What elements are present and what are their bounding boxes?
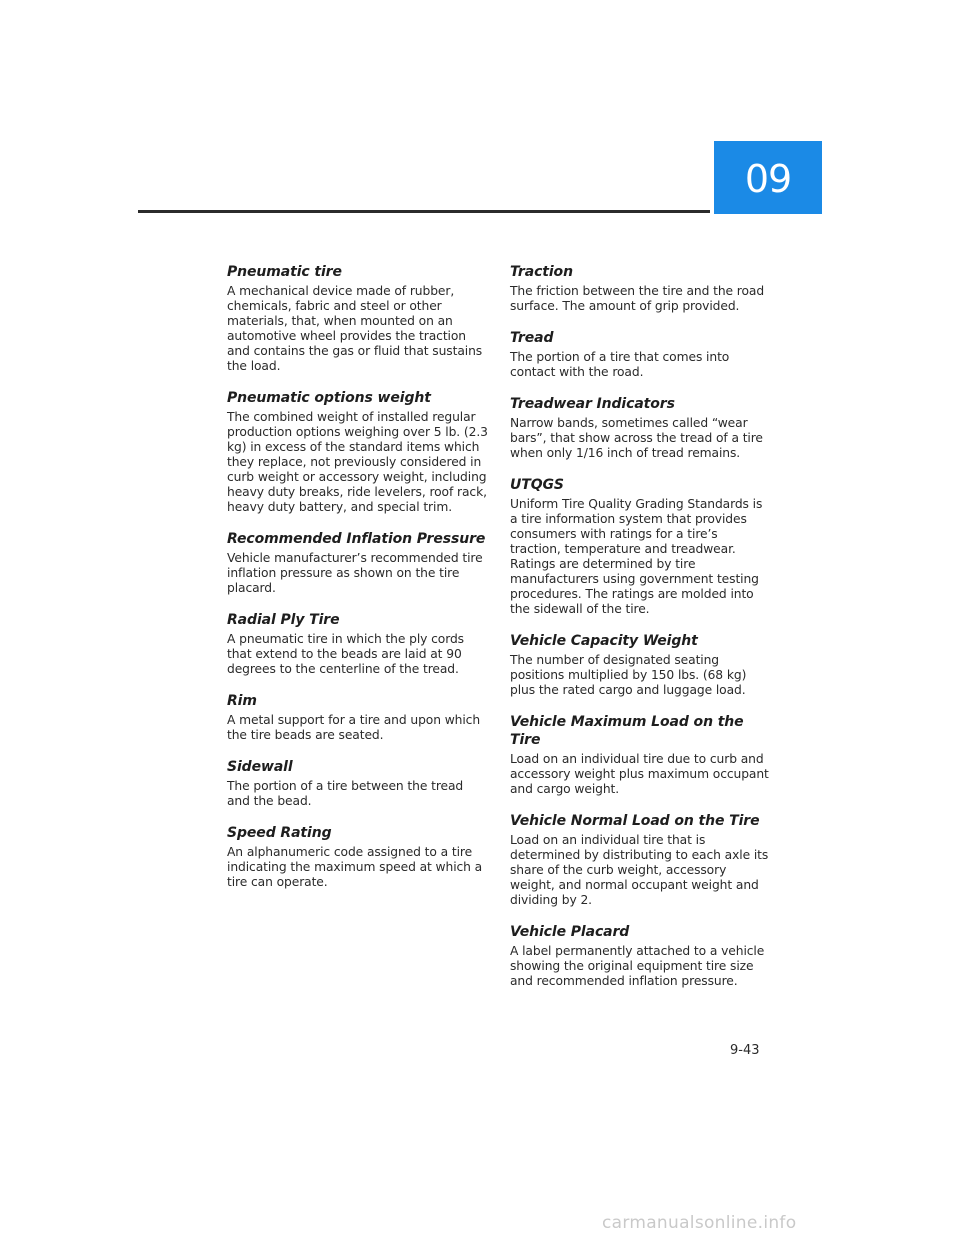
glossary-entry — [227, 758, 489, 809]
chapter-tab — [714, 141, 822, 214]
glossary-entry — [510, 263, 772, 314]
page-number: 9-43 — [730, 1043, 760, 1058]
glossary-entry — [510, 329, 772, 380]
glossary-entry — [510, 812, 772, 908]
chapter-number: 09 — [744, 156, 792, 201]
glossary-definition: Vehicle manufacturer’s recommended tire inflation pressure as shown on the tire placard. — [227, 551, 483, 595]
glossary-definition: Load on an individual tire that is determined by distributing to each axle its share of the curb weight, accessory weight, and normal occupant weight and dividing by 2. — [510, 833, 769, 907]
glossary-entry — [510, 923, 772, 989]
glossary-entry — [510, 395, 772, 461]
glossary-term: Pneumatic options weight — [227, 390, 431, 406]
glossary-entry — [510, 632, 772, 698]
glossary-definition: Uniform Tire Quality Grading Standards is a tire information system that provides consumers with ratings for a tire’s traction, temperature and treadwear. Ratings are determined by tire manufacturers using government testing procedures. The ratings are molded into the sidewall of the tire. — [510, 497, 763, 616]
glossary-term: Tread — [510, 330, 554, 346]
glossary-entry — [227, 692, 489, 743]
glossary-term: Traction — [510, 264, 573, 280]
glossary-term: Pneumatic tire — [227, 264, 342, 280]
glossary-entry — [227, 263, 489, 374]
glossary-definition: Load on an individual tire due to curb and accessory weight plus maximum occupant and cargo weight. — [510, 752, 769, 796]
glossary-term: Rim — [227, 693, 257, 709]
glossary-definition: A mechanical device made of rubber, chemicals, fabric and steel or other materials, that, when mounted on an automotive wheel provides the traction and contains the gas or fluid that sustains the load. — [227, 284, 483, 373]
watermark: carmanualsonline.info — [602, 1213, 797, 1233]
glossary-definition: The combined weight of installed regular production options weighing over 5 lb. (2.3 kg) in excess of the standard items which they replace, not previously considered in curb weight or accessory weight, including heavy duty breaks, ride levelers, roof rack, heavy duty battery, and special trim. — [227, 410, 488, 514]
glossary-term: Vehicle Maximum Load on the Tire — [510, 714, 744, 748]
glossary-definition: A metal support for a tire and upon which the tire beads are seated. — [227, 713, 481, 742]
glossary-term: Vehicle Normal Load on the Tire — [510, 813, 760, 829]
glossary-term: Treadwear Indicators — [510, 396, 675, 412]
glossary-definition: The friction between the tire and the road surface. The amount of grip provided. — [510, 284, 765, 313]
glossary-definition: The portion of a tire between the tread and the bead. — [227, 779, 464, 808]
glossary-entry — [227, 530, 489, 596]
glossary-term: Vehicle Placard — [510, 924, 630, 940]
glossary-definition: A label permanently attached to a vehicle showing the original equipment tire size and recommended inflation pressure. — [510, 944, 765, 988]
glossary-term: UTQGS — [510, 477, 564, 493]
glossary-term: Radial Ply Tire — [227, 612, 340, 628]
glossary-entry — [510, 476, 772, 617]
glossary-definition: The portion of a tire that comes into contact with the road. — [510, 350, 730, 379]
glossary-term: Speed Rating — [227, 825, 332, 841]
glossary-term: Vehicle Capacity Weight — [510, 633, 698, 649]
glossary-term: Sidewall — [227, 759, 293, 775]
glossary-entry — [227, 611, 489, 677]
glossary-entry — [510, 713, 772, 797]
glossary-definition: Narrow bands, sometimes called “wear bars”, that show across the tread of a tire when only 1/16 inch of tread remains. — [510, 416, 763, 460]
glossary-definition: A pneumatic tire in which the ply cords that extend to the beads are laid at 90 degrees to the centerline of the tread. — [227, 632, 464, 676]
header-rule — [138, 210, 710, 213]
left-column — [227, 263, 489, 905]
glossary-term: Recommended Inflation Pressure — [227, 531, 486, 547]
glossary-entry — [227, 824, 489, 890]
glossary-entry — [227, 389, 489, 515]
glossary-definition: An alphanumeric code assigned to a tire indicating the maximum speed at which a tire can operate. — [227, 845, 483, 889]
glossary-definition: The number of designated seating positions multiplied by 150 lbs. (68 kg) plus the rated cargo and luggage load. — [510, 653, 747, 697]
right-column — [510, 263, 772, 1004]
